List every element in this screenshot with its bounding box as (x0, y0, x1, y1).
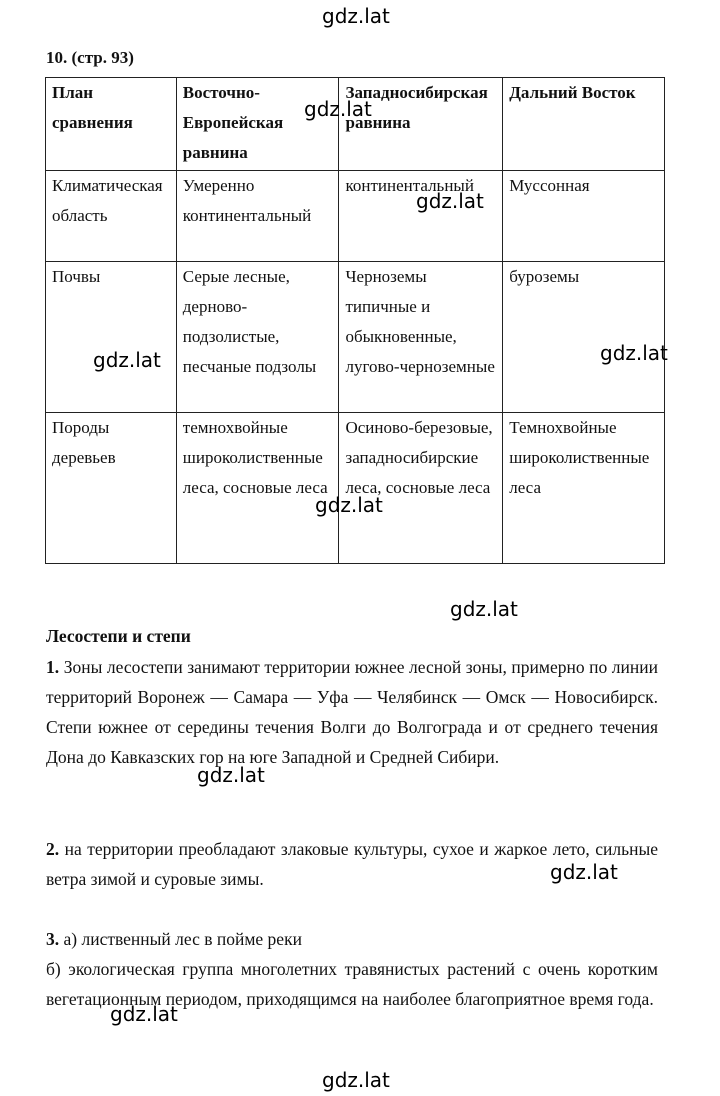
table-row (46, 262, 665, 413)
watermark: gdz.lat (416, 189, 484, 213)
header-cell: План сравнения (46, 78, 177, 171)
answer-number: 2. (46, 839, 60, 859)
table-cell: Климатическая область (46, 171, 177, 262)
answer-text: на территории преобладают злаковые культуры, сухое и жаркое лето, сильные ветра зимой и суровые зимы. (46, 839, 659, 889)
header-cell: Дальний Восток (503, 78, 665, 171)
table-header-row (46, 78, 665, 171)
watermark: gdz.lat (600, 341, 668, 365)
watermark: gdz.lat (322, 1068, 390, 1092)
watermark: gdz.lat (322, 4, 390, 28)
table-cell: Породы деревьев (46, 413, 177, 564)
watermark: gdz.lat (197, 763, 265, 787)
table-row (46, 413, 665, 564)
table-cell: Черноземы типичные и обыкновенные, лугово-черноземные (339, 262, 503, 413)
table-cell: Темнохвойные широколиственные леса (503, 413, 665, 564)
section-title: Лесостепи и степи (46, 626, 191, 646)
answer-number: 1. (46, 657, 60, 677)
table-cell: Умеренно континентальный (176, 171, 339, 262)
watermark: gdz.lat (450, 597, 518, 621)
table-cell: континентальный (339, 171, 503, 262)
watermark: gdz.lat (304, 97, 372, 121)
answer-text: а) лиственный лес в пойме реки (63, 929, 302, 949)
answer-text: б) экологическая группа многолетних травянистых растений с очень коротким вегетационным периодом, приходящимся на наиболее благоприятное время года. (46, 959, 658, 1009)
watermark: gdz.lat (315, 493, 383, 517)
table-cell: Осиново-березовые, западносибирские леса, сосновые леса (339, 413, 503, 564)
header-cell: Западносибирская равнина (339, 78, 503, 171)
answer-1 (46, 652, 658, 772)
table-cell: темнохвойные широколиственные леса, сосновые леса (176, 413, 339, 564)
table-cell: Муссонная (503, 171, 665, 262)
answer-text: Зоны лесостепи занимают территории южнее лесной зоны, примерно по линии территорий Воронеж — Самара — Уфа — Челябинск — Омск — Новосибирск. Степи южнее от середины течения Волги до Волгограда и от среднего течения Дона до Кавказских гор на юге Западной и Средней Сибири. (46, 657, 658, 767)
comparison-table (45, 77, 665, 564)
answer-number: 3. (46, 929, 60, 949)
watermark: gdz.lat (550, 860, 618, 884)
watermark: gdz.lat (93, 348, 161, 372)
table-cell: Почвы (46, 262, 177, 413)
table-cell: буроземы (503, 262, 665, 413)
watermark: gdz.lat (110, 1002, 178, 1026)
header-cell: Восточно-Европейская равнина (176, 78, 339, 171)
exercise-heading: 10. (стр. 93) (46, 48, 134, 67)
table-row (46, 171, 665, 262)
answer-3 (46, 924, 658, 954)
table-cell: Серые лесные, дерново-подзолистые, песчаные подзолы (176, 262, 339, 413)
